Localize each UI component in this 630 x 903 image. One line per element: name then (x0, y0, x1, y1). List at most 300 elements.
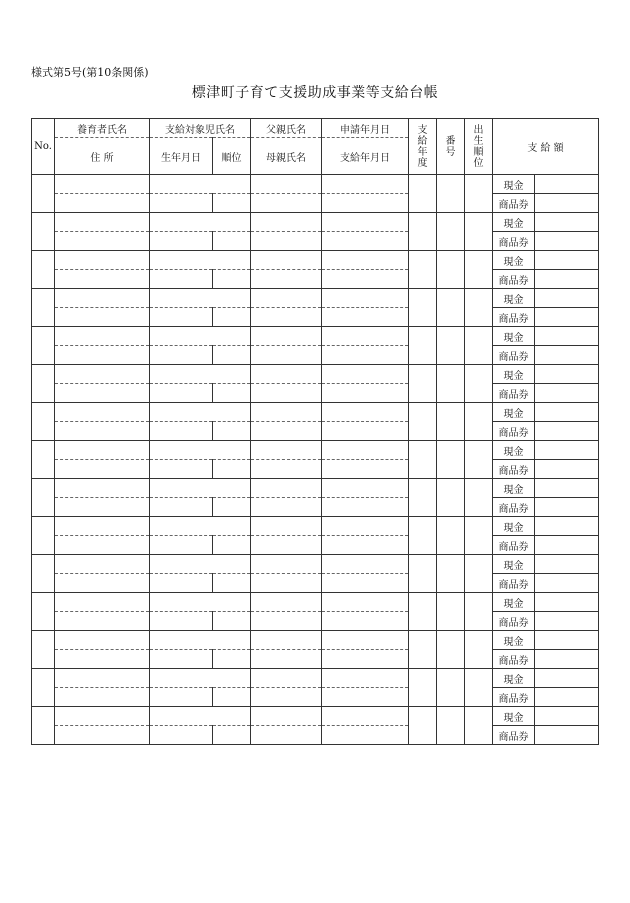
cash-label: 現金 (493, 669, 535, 688)
child-name-cell[interactable] (150, 251, 251, 270)
child-name-cell[interactable] (150, 479, 251, 498)
number-cell[interactable] (437, 175, 465, 213)
voucher-amount-cell[interactable] (535, 536, 599, 555)
birth-order-cell[interactable] (465, 517, 493, 555)
cash-amount-cell[interactable] (535, 555, 599, 574)
payment-year-cell[interactable] (409, 669, 437, 707)
application-date-cell[interactable] (322, 479, 409, 498)
payment-year-cell[interactable] (409, 441, 437, 479)
father-name-cell[interactable] (251, 707, 322, 726)
order-cell[interactable] (213, 688, 251, 707)
payment-year-cell[interactable] (409, 517, 437, 555)
mother-name-cell[interactable] (251, 270, 322, 289)
guardian-name-cell[interactable] (55, 441, 150, 460)
cash-label: 現金 (493, 403, 535, 422)
table-row (32, 327, 599, 346)
guardian-name-cell[interactable] (55, 289, 150, 308)
table-row (32, 422, 599, 441)
payment-date-cell[interactable] (322, 650, 409, 669)
guardian-name-cell[interactable] (55, 327, 150, 346)
number-cell[interactable] (437, 479, 465, 517)
child-name-cell[interactable] (150, 517, 251, 536)
application-date-cell[interactable] (322, 517, 409, 536)
order-cell[interactable] (213, 536, 251, 555)
father-name-cell[interactable] (251, 365, 322, 384)
order-cell[interactable] (213, 574, 251, 593)
birth-date-cell[interactable] (150, 498, 213, 517)
number-header: 番 号 (437, 119, 465, 175)
father-name-cell[interactable] (251, 555, 322, 574)
guardian-name-cell[interactable] (55, 707, 150, 726)
no-header: No. (32, 119, 55, 175)
mother-name-cell[interactable] (251, 384, 322, 403)
no-cell[interactable] (32, 555, 55, 593)
table-row (32, 688, 599, 707)
payment-year-cell[interactable] (409, 327, 437, 365)
voucher-amount-cell[interactable] (535, 232, 599, 251)
voucher-label: 商品券 (493, 498, 535, 517)
voucher-label: 商品券 (493, 270, 535, 289)
voucher-amount-cell[interactable] (535, 346, 599, 365)
father-name-cell[interactable] (251, 631, 322, 650)
page-title: 標津町子育て支援助成事業等支給台帳 (191, 85, 439, 101)
voucher-label: 商品券 (493, 650, 535, 669)
table-row (32, 346, 599, 365)
father-name-cell[interactable] (251, 175, 322, 194)
mother-name-cell[interactable] (251, 536, 322, 555)
mother-name-header: 母親氏名 (251, 138, 322, 175)
birth-order-header: 出 生 順 位 (465, 119, 493, 175)
table-row (32, 555, 599, 574)
payment-date-cell[interactable] (322, 308, 409, 327)
cash-amount-cell[interactable] (535, 289, 599, 308)
child-name-cell[interactable] (150, 175, 251, 194)
no-cell[interactable] (32, 365, 55, 403)
payment-year-cell[interactable] (409, 175, 437, 213)
payment-date-cell[interactable] (322, 346, 409, 365)
number-cell[interactable] (437, 593, 465, 631)
address-cell[interactable] (55, 232, 150, 251)
voucher-label: 商品券 (493, 536, 535, 555)
cash-amount-cell[interactable] (535, 251, 599, 270)
number-cell[interactable] (437, 403, 465, 441)
number-cell[interactable] (437, 555, 465, 593)
payment-date-cell[interactable] (322, 460, 409, 479)
payment-date-cell[interactable] (322, 574, 409, 593)
table-row (32, 308, 599, 327)
child-name-cell[interactable] (150, 365, 251, 384)
birth-order-cell[interactable] (465, 479, 493, 517)
guardian-name-cell[interactable] (55, 669, 150, 688)
voucher-amount-cell[interactable] (535, 308, 599, 327)
no-cell[interactable] (32, 669, 55, 707)
voucher-label: 商品券 (493, 574, 535, 593)
child-name-header: 支給対象児氏名 (150, 119, 251, 138)
father-name-cell[interactable] (251, 593, 322, 612)
no-cell[interactable] (32, 289, 55, 327)
cash-label: 現金 (493, 251, 535, 270)
voucher-amount-cell[interactable] (535, 270, 599, 289)
table-row (32, 460, 599, 479)
table-row (32, 479, 599, 498)
birth-order-cell[interactable] (465, 669, 493, 707)
voucher-label: 商品券 (493, 422, 535, 441)
cash-amount-cell[interactable] (535, 479, 599, 498)
cash-amount-cell[interactable] (535, 403, 599, 422)
mother-name-cell[interactable] (251, 726, 322, 745)
application-date-header: 申請年月日 (322, 119, 409, 138)
voucher-amount-cell[interactable] (535, 422, 599, 441)
address-cell[interactable] (55, 498, 150, 517)
cash-amount-cell[interactable] (535, 213, 599, 232)
child-name-cell[interactable] (150, 593, 251, 612)
table-row (32, 270, 599, 289)
mother-name-cell[interactable] (251, 574, 322, 593)
cash-label: 現金 (493, 441, 535, 460)
number-cell[interactable] (437, 441, 465, 479)
guardian-name-cell[interactable] (55, 631, 150, 650)
order-cell[interactable] (213, 650, 251, 669)
child-name-cell[interactable] (150, 403, 251, 422)
father-name-cell[interactable] (251, 327, 322, 346)
mother-name-cell[interactable] (251, 194, 322, 213)
table-row (32, 441, 599, 460)
table-row (32, 517, 599, 536)
table-row (32, 726, 599, 745)
cash-label: 現金 (493, 631, 535, 650)
voucher-amount-cell[interactable] (535, 726, 599, 745)
birth-date-cell[interactable] (150, 688, 213, 707)
child-name-cell[interactable] (150, 631, 251, 650)
number-cell[interactable] (437, 289, 465, 327)
voucher-label: 商品券 (493, 612, 535, 631)
order-cell[interactable] (213, 498, 251, 517)
no-cell[interactable] (32, 251, 55, 289)
number-cell[interactable] (437, 669, 465, 707)
mother-name-cell[interactable] (251, 612, 322, 631)
number-cell[interactable] (437, 365, 465, 403)
no-cell[interactable] (32, 517, 55, 555)
cash-amount-cell[interactable] (535, 441, 599, 460)
voucher-amount-cell[interactable] (535, 688, 599, 707)
cash-amount-cell[interactable] (535, 631, 599, 650)
order-cell[interactable] (213, 460, 251, 479)
birth-order-cell[interactable] (465, 175, 493, 213)
voucher-label: 商品券 (493, 194, 535, 213)
order-cell[interactable] (213, 194, 251, 213)
birth-order-cell[interactable] (465, 365, 493, 403)
child-name-cell[interactable] (150, 327, 251, 346)
voucher-label: 商品券 (493, 726, 535, 745)
table-row (32, 574, 599, 593)
table-row (32, 498, 599, 517)
payment-date-cell[interactable] (322, 726, 409, 745)
address-cell[interactable] (55, 194, 150, 213)
father-name-cell[interactable] (251, 289, 322, 308)
application-date-cell[interactable] (322, 403, 409, 422)
cash-label: 現金 (493, 365, 535, 384)
birth-date-cell[interactable] (150, 612, 213, 631)
father-name-cell[interactable] (251, 251, 322, 270)
payment-year-cell[interactable] (409, 365, 437, 403)
address-cell[interactable] (55, 536, 150, 555)
header-row-top (32, 119, 599, 138)
table-row (32, 669, 599, 688)
birth-date-cell[interactable] (150, 346, 213, 365)
order-cell[interactable] (213, 270, 251, 289)
guardian-name-cell[interactable] (55, 365, 150, 384)
birth-order-cell[interactable] (465, 213, 493, 251)
guardian-name-cell[interactable] (55, 479, 150, 498)
payment-date-cell[interactable] (322, 270, 409, 289)
guardian-name-cell[interactable] (55, 403, 150, 422)
payment-date-cell[interactable] (322, 194, 409, 213)
cash-label: 現金 (493, 175, 535, 194)
address-cell[interactable] (55, 460, 150, 479)
address-cell[interactable] (55, 612, 150, 631)
child-name-cell[interactable] (150, 289, 251, 308)
voucher-amount-cell[interactable] (535, 384, 599, 403)
number-cell[interactable] (437, 213, 465, 251)
table-row (32, 631, 599, 650)
application-date-cell[interactable] (322, 251, 409, 270)
child-name-cell[interactable] (150, 669, 251, 688)
application-date-cell[interactable] (322, 327, 409, 346)
no-cell[interactable] (32, 707, 55, 745)
birth-order-cell[interactable] (465, 327, 493, 365)
voucher-amount-cell[interactable] (535, 612, 599, 631)
mother-name-cell[interactable] (251, 688, 322, 707)
table-row (32, 536, 599, 555)
father-name-cell[interactable] (251, 669, 322, 688)
cash-amount-cell[interactable] (535, 593, 599, 612)
payment-year-cell[interactable] (409, 555, 437, 593)
application-date-cell[interactable] (322, 593, 409, 612)
birth-order-cell[interactable] (465, 593, 493, 631)
voucher-amount-cell[interactable] (535, 650, 599, 669)
address-cell[interactable] (55, 422, 150, 441)
application-date-cell[interactable] (322, 441, 409, 460)
payment-year-cell[interactable] (409, 479, 437, 517)
no-cell[interactable] (32, 175, 55, 213)
cash-amount-cell[interactable] (535, 707, 599, 726)
order-cell[interactable] (213, 232, 251, 251)
birth-date-cell[interactable] (150, 232, 213, 251)
birth-date-cell[interactable] (150, 308, 213, 327)
voucher-label: 商品券 (493, 384, 535, 403)
birth-date-cell[interactable] (150, 422, 213, 441)
father-name-cell[interactable] (251, 441, 322, 460)
no-cell[interactable] (32, 593, 55, 631)
birth-date-cell[interactable] (150, 536, 213, 555)
payment-date-cell[interactable] (322, 536, 409, 555)
payment-year-cell[interactable] (409, 251, 437, 289)
mother-name-cell[interactable] (251, 498, 322, 517)
cash-label: 現金 (493, 555, 535, 574)
cash-label: 現金 (493, 213, 535, 232)
order-cell[interactable] (213, 346, 251, 365)
no-cell[interactable] (32, 441, 55, 479)
application-date-cell[interactable] (322, 669, 409, 688)
number-cell[interactable] (437, 327, 465, 365)
birth-date-cell[interactable] (150, 460, 213, 479)
cash-amount-cell[interactable] (535, 327, 599, 346)
table-row (32, 175, 599, 194)
guardian-name-cell[interactable] (55, 555, 150, 574)
order-header: 順位 (213, 138, 251, 175)
father-name-cell[interactable] (251, 403, 322, 422)
birth-date-cell[interactable] (150, 194, 213, 213)
number-cell[interactable] (437, 707, 465, 745)
application-date-cell[interactable] (322, 175, 409, 194)
application-date-cell[interactable] (322, 213, 409, 232)
payment-date-header: 支給年月日 (322, 138, 409, 175)
address-cell[interactable] (55, 346, 150, 365)
guardian-name-cell[interactable] (55, 517, 150, 536)
table-row (32, 593, 599, 612)
address-cell[interactable] (55, 688, 150, 707)
birth-order-cell[interactable] (465, 251, 493, 289)
voucher-amount-cell[interactable] (535, 194, 599, 213)
payment-date-cell[interactable] (322, 384, 409, 403)
mother-name-cell[interactable] (251, 308, 322, 327)
payment-date-cell[interactable] (322, 498, 409, 517)
payment-date-cell[interactable] (322, 612, 409, 631)
cash-amount-cell[interactable] (535, 669, 599, 688)
birth-date-cell[interactable] (150, 650, 213, 669)
application-date-cell[interactable] (322, 707, 409, 726)
table-row (32, 403, 599, 422)
mother-name-cell[interactable] (251, 232, 322, 251)
birth-order-cell[interactable] (465, 555, 493, 593)
order-cell[interactable] (213, 726, 251, 745)
order-cell[interactable] (213, 384, 251, 403)
mother-name-cell[interactable] (251, 422, 322, 441)
payment-year-cell[interactable] (409, 707, 437, 745)
no-cell[interactable] (32, 327, 55, 365)
address-header: 住 所 (55, 138, 150, 175)
payment-year-cell[interactable] (409, 593, 437, 631)
order-cell[interactable] (213, 308, 251, 327)
father-name-cell[interactable] (251, 517, 322, 536)
payment-ledger-table (31, 118, 599, 745)
cash-label: 現金 (493, 593, 535, 612)
birth-date-header: 生年月日 (150, 138, 213, 175)
order-cell[interactable] (213, 612, 251, 631)
birth-order-cell[interactable] (465, 631, 493, 669)
address-cell[interactable] (55, 270, 150, 289)
no-cell[interactable] (32, 403, 55, 441)
application-date-cell[interactable] (322, 555, 409, 574)
address-cell[interactable] (55, 574, 150, 593)
birth-date-cell[interactable] (150, 384, 213, 403)
birth-date-cell[interactable] (150, 574, 213, 593)
number-cell[interactable] (437, 631, 465, 669)
table-row (32, 650, 599, 669)
birth-order-cell[interactable] (465, 707, 493, 745)
child-name-cell[interactable] (150, 213, 251, 232)
table-row (32, 289, 599, 308)
address-cell[interactable] (55, 384, 150, 403)
table-row (32, 707, 599, 726)
child-name-cell[interactable] (150, 707, 251, 726)
address-cell[interactable] (55, 650, 150, 669)
cash-amount-cell[interactable] (535, 365, 599, 384)
order-cell[interactable] (213, 422, 251, 441)
form-number-label: 様式第5号(第10条関係) (31, 66, 149, 79)
birth-order-cell[interactable] (465, 289, 493, 327)
child-name-cell[interactable] (150, 441, 251, 460)
application-date-cell[interactable] (322, 289, 409, 308)
payment-year-header: 支 給 年 度 (409, 119, 437, 175)
no-cell[interactable] (32, 479, 55, 517)
address-cell[interactable] (55, 308, 150, 327)
application-date-cell[interactable] (322, 631, 409, 650)
no-cell[interactable] (32, 631, 55, 669)
voucher-label: 商品券 (493, 460, 535, 479)
guardian-name-cell[interactable] (55, 251, 150, 270)
cash-label: 現金 (493, 327, 535, 346)
guardian-name-cell[interactable] (55, 593, 150, 612)
payment-year-cell[interactable] (409, 403, 437, 441)
mother-name-cell[interactable] (251, 650, 322, 669)
table-row (32, 365, 599, 384)
application-date-cell[interactable] (322, 365, 409, 384)
payment-year-cell[interactable] (409, 289, 437, 327)
cash-amount-cell[interactable] (535, 175, 599, 194)
payment-date-cell[interactable] (322, 232, 409, 251)
voucher-amount-cell[interactable] (535, 574, 599, 593)
mother-name-cell[interactable] (251, 460, 322, 479)
birth-order-cell[interactable] (465, 441, 493, 479)
cash-label: 現金 (493, 517, 535, 536)
mother-name-cell[interactable] (251, 346, 322, 365)
voucher-amount-cell[interactable] (535, 460, 599, 479)
payment-year-cell[interactable] (409, 631, 437, 669)
voucher-label: 商品券 (493, 346, 535, 365)
father-name-header: 父親氏名 (251, 119, 322, 138)
table-row (32, 232, 599, 251)
voucher-label: 商品券 (493, 688, 535, 707)
guardian-name-cell[interactable] (55, 213, 150, 232)
father-name-cell[interactable] (251, 479, 322, 498)
voucher-amount-cell[interactable] (535, 498, 599, 517)
cash-label: 現金 (493, 707, 535, 726)
table-row (32, 384, 599, 403)
voucher-label: 商品券 (493, 308, 535, 327)
number-cell[interactable] (437, 251, 465, 289)
birth-date-cell[interactable] (150, 270, 213, 289)
number-cell[interactable] (437, 517, 465, 555)
table-row (32, 194, 599, 213)
table-row (32, 213, 599, 232)
child-name-cell[interactable] (150, 555, 251, 574)
table-row (32, 251, 599, 270)
payment-year-cell[interactable] (409, 213, 437, 251)
cash-label: 現金 (493, 289, 535, 308)
voucher-label: 商品券 (493, 232, 535, 251)
cash-amount-cell[interactable] (535, 517, 599, 536)
guardian-name-header: 養育者氏名 (55, 119, 150, 138)
payment-date-cell[interactable] (322, 688, 409, 707)
no-cell[interactable] (32, 213, 55, 251)
father-name-cell[interactable] (251, 213, 322, 232)
birth-order-cell[interactable] (465, 403, 493, 441)
guardian-name-cell[interactable] (55, 175, 150, 194)
birth-date-cell[interactable] (150, 726, 213, 745)
address-cell[interactable] (55, 726, 150, 745)
payment-date-cell[interactable] (322, 422, 409, 441)
